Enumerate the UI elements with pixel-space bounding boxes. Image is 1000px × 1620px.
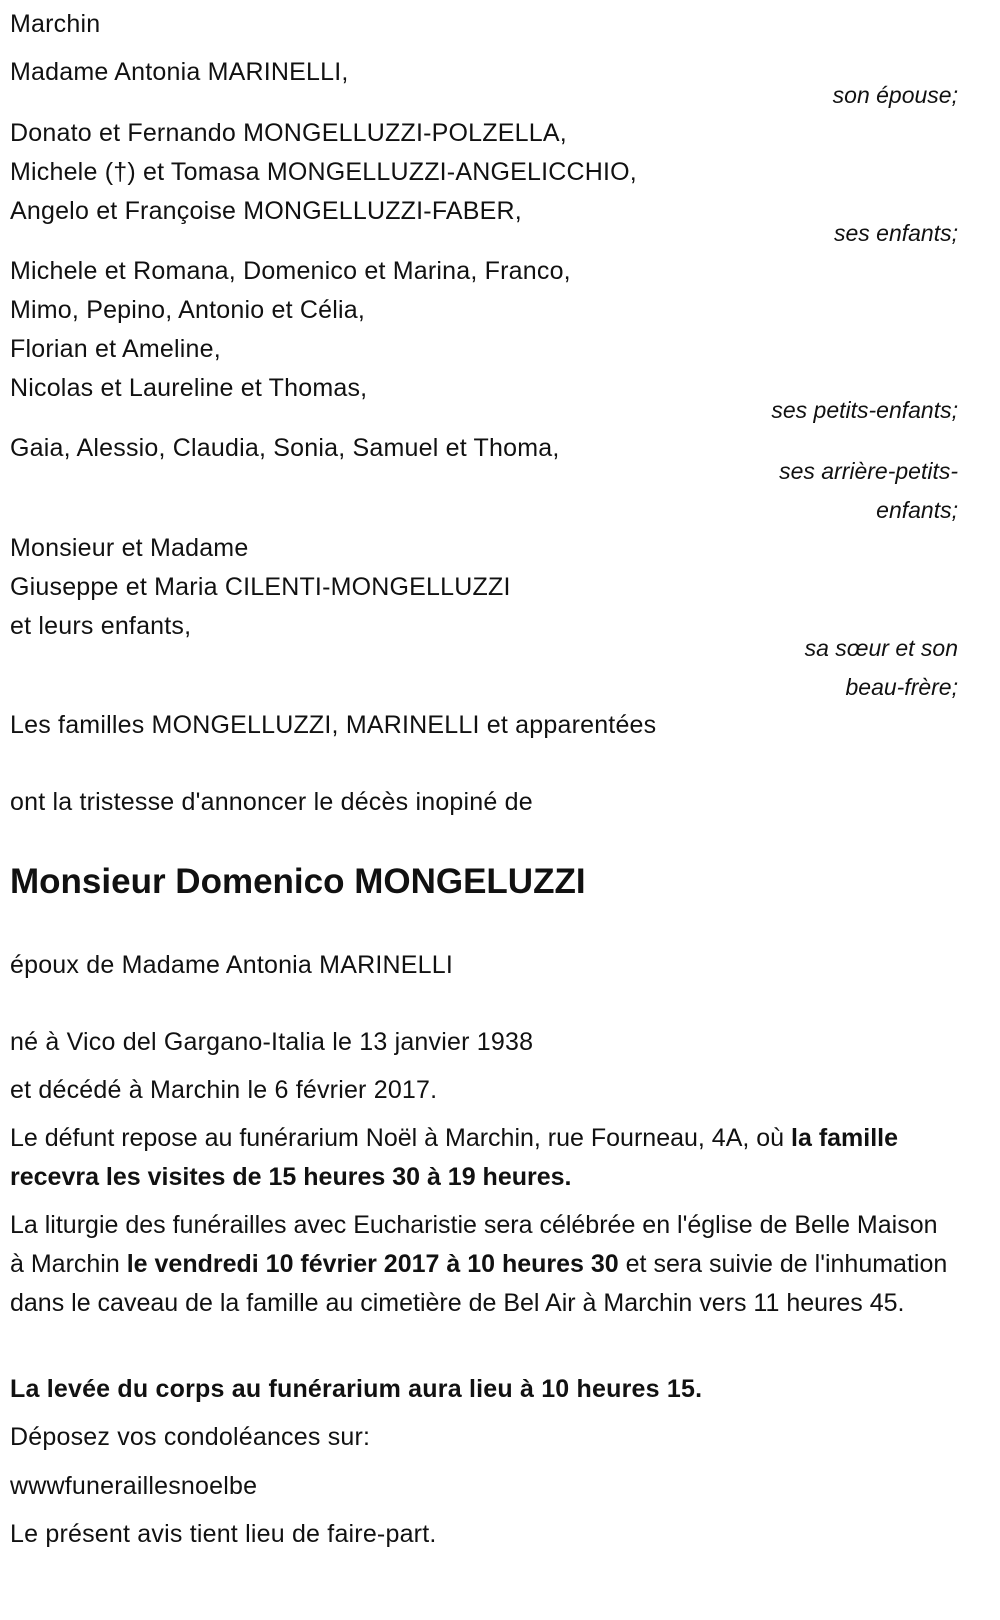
siblings-line: Monsieur et Madame [10,534,249,562]
children-role: ses enfants; [833,220,958,246]
grandchildren-line: Michele et Romana, Domenico et Marina, Franco, [10,257,571,285]
liturgy-date: le vendredi 10 février 2017 à 10 heures 30 [126,1250,619,1278]
liturgy-paragraph [10,1206,950,1323]
siblings-line: et leurs enfants, [10,612,192,640]
grandchildren-role: ses petits-enfants; [771,397,958,423]
levee-notice: La levée du corps au funérarium aura lieu à 10 heures 15. [10,1375,703,1403]
condolences-label: Déposez vos condoléances sur: [10,1423,371,1451]
visitation-text: Le défunt repose au funérarium Noël à Marchin, rue Fourneau, 4A, où [10,1124,792,1152]
great-grandchildren-line: Gaia, Alessio, Claudia, Sonia, Samuel et Thoma, [10,434,560,462]
condolences-website[interactable]: wwwfuneraillesnoelbe [10,1472,258,1500]
great-grandchildren-role: ses arrière-petits- [779,458,958,484]
death-info: et décédé à Marchin le 6 février 2017. [10,1076,438,1104]
children-line: Michele (†) et Tomasa MONGELLUZZI-ANGELICCHIO, [10,158,637,186]
liturgy-text-after: et sera suivie de l'inhumation dans le caveau de la famille au cimetière de Bel Air à Marchin vers 11 heures 45. [10,1250,948,1317]
grandchildren-line: Nicolas et Laureline et Thomas, [10,374,368,402]
children-line: Donato et Fernando MONGELLUZZI-POLZELLA, [10,119,567,147]
siblings-role: sa sœur et son [804,635,958,661]
siblings-line: Giuseppe et Maria CILENTI-MONGELLUZZI [10,573,511,601]
grandchildren-line: Mimo, Pepino, Antonio et Célia, [10,296,366,324]
visitation-paragraph [10,1119,950,1197]
spouse-of: époux de Madame Antonia MARINELLI [10,951,453,979]
birth-info: né à Vico del Gargano-Italia le 13 janvier 1938 [10,1028,534,1056]
families-line: Les familles MONGELLUZZI, MARINELLI et apparentées [10,711,657,739]
announcement: ont la tristesse d'annoncer le décès inopiné de [10,788,533,816]
grandchildren-line: Florian et Ameline, [10,335,221,363]
visitation-hours: la famille recevra les visites de 15 heures 30 à 19 heures. [10,1124,899,1191]
great-grandchildren-role: enfants; [876,497,958,523]
spouse-role: son épouse; [832,82,958,108]
children-line: Angelo et Françoise MONGELLUZZI-FABER, [10,197,522,225]
deceased-name: Monsieur Domenico MONGELUZZI [10,862,586,901]
location: Marchin [10,10,101,38]
closing-note: Le présent avis tient lieu de faire-part. [10,1520,437,1548]
liturgy-text: La liturgie des funérailles avec Eucharistie sera célébrée en l'église de Belle Maison à Marchin [10,1211,938,1278]
siblings-role: beau-frère; [845,674,958,700]
spouse-line: Madame Antonia MARINELLI, [10,58,349,86]
